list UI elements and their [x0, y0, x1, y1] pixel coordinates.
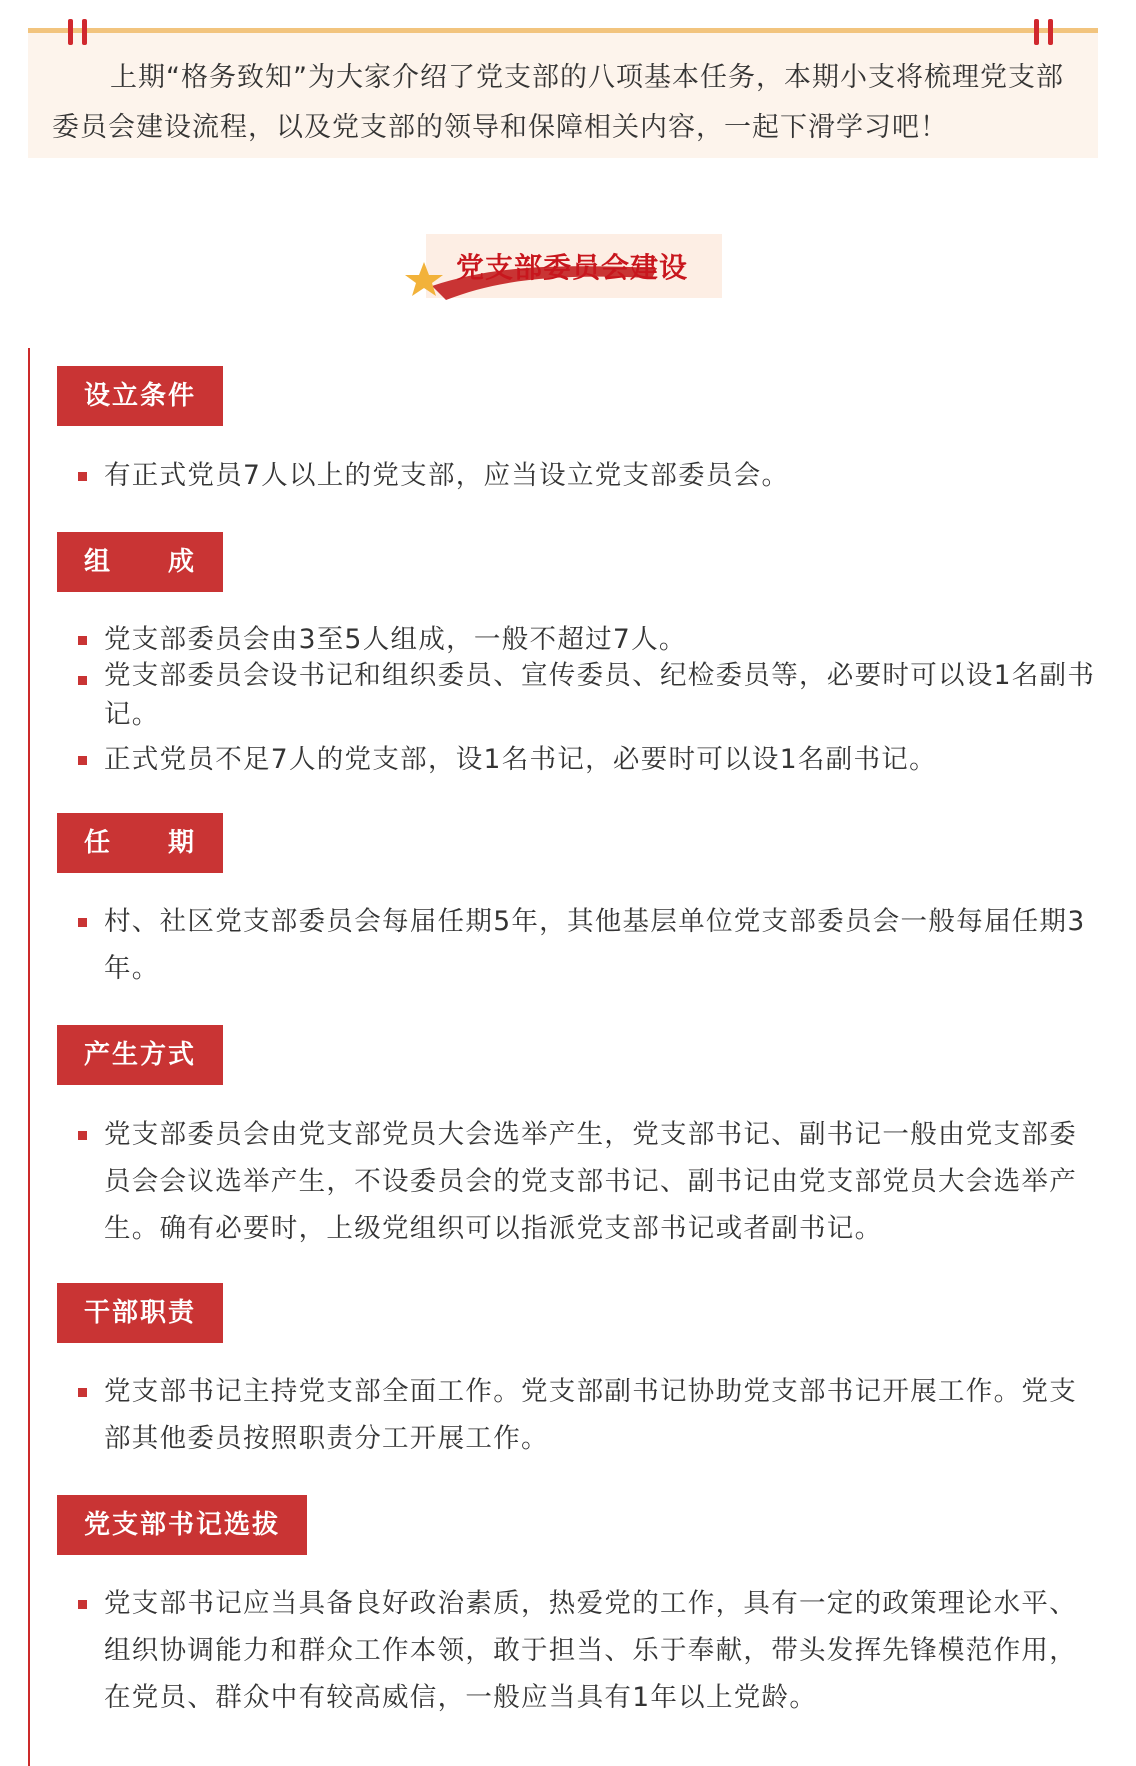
bullet-icon [78, 1600, 87, 1609]
intro-box [28, 28, 1098, 158]
section-banner [426, 234, 722, 300]
bullet-icon [78, 636, 87, 645]
list-item: 党支部书记主持党支部全面工作。党支部副书记协助党支部书记开展工作。党支部其他委员按照职责分工开展工作。 [78, 1368, 1098, 1462]
decor-tick [68, 19, 73, 45]
list-item: 村、社区党支部委员会每届任期5年，其他基层单位党支部委员会一般每届任期3年。 [78, 898, 1098, 992]
bullet-icon [78, 756, 87, 765]
bullet-icon [78, 1131, 87, 1140]
bullet-icon [78, 676, 87, 685]
intro-text: 上期“格务致知”为大家介绍了党支部的八项基本任务，本期小支将梳理党支部委员会建设流程，以及党支部的领导和保障相关内容，一起下滑学习吧！ [52, 62, 1064, 143]
list-item: 党支部书记应当具备良好政治素质，热爱党的工作，具有一定的政策理论水平、组织协调能力和群众工作本领，敢于担当、乐于奉献，带头发挥先锋模范作用，在党员、群众中有较高威信，一般应当具有1年以上党龄。 [78, 1580, 1098, 1721]
bullet-icon [78, 1388, 87, 1397]
timeline-line [28, 348, 30, 1766]
list-item: 党支部委员会由党支部党员大会选举产生，党支部书记、副书记一般由党支部委员会会议选举产生，不设委员会的党支部书记、副书记由党支部党员大会选举产生。确有必要时，上级党组织可以指派党支部书记或者副书记。 [78, 1111, 1098, 1252]
decor-tick [1048, 19, 1053, 45]
list-item: 党支部委员会设书记和组织委员、宣传委员、纪检委员等，必要时可以设1名副书记。 [78, 656, 1098, 734]
list-item: 有正式党员7人以上的党支部，应当设立党支部委员会。 [78, 452, 1098, 499]
section-label: 干部职责 [57, 1283, 223, 1343]
section-label: 党支部书记选拔 [57, 1495, 307, 1555]
decor-tick [1034, 19, 1039, 45]
banner-title: 党支部委员会建设 [456, 251, 689, 284]
section-label: 组 成 [57, 532, 223, 592]
list-item: 正式党员不足7人的党支部，设1名书记，必要时可以设1名副书记。 [78, 736, 1098, 783]
list-item: 党支部委员会由3至5人组成，一般不超过7人。 [78, 616, 1098, 663]
decor-tick [82, 19, 87, 45]
bullet-icon [78, 472, 87, 481]
section-label: 产生方式 [57, 1025, 223, 1085]
bullet-icon [78, 918, 87, 927]
section-label: 任 期 [57, 813, 223, 873]
section-label: 设立条件 [57, 366, 223, 426]
